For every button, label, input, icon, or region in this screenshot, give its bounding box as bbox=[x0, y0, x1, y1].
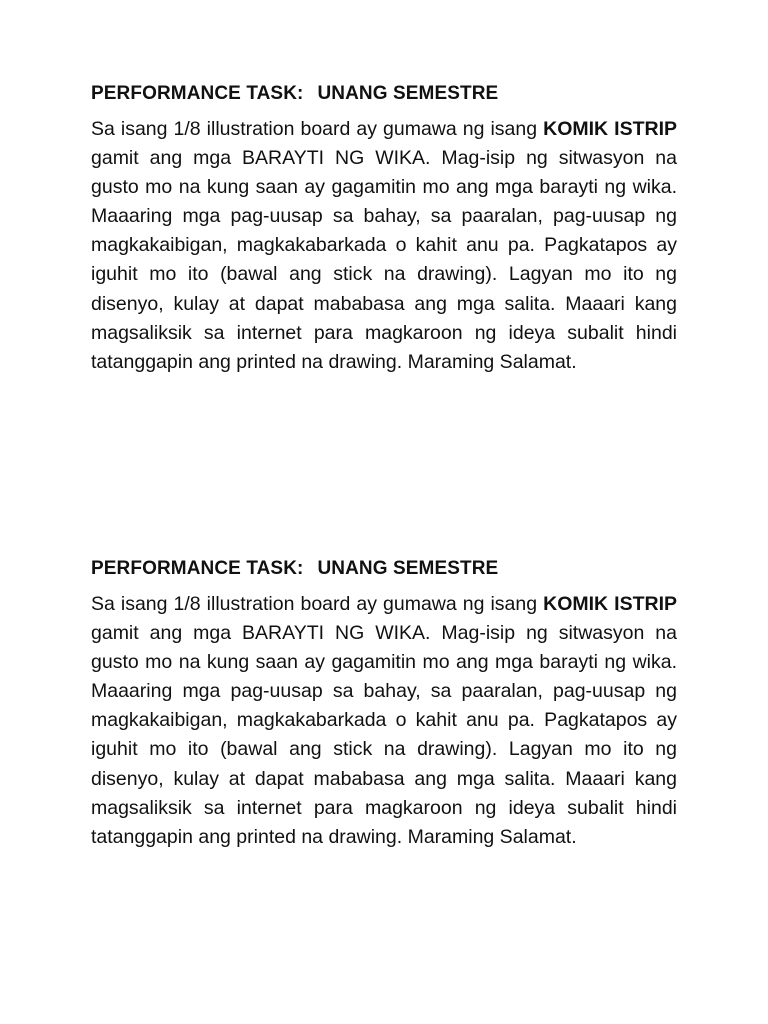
performance-task-block bbox=[91, 80, 677, 377]
performance-task-block bbox=[91, 555, 677, 852]
task-heading bbox=[91, 80, 677, 108]
instructions-details: gamit ang mga BARAYTI NG WIKA. Mag-isip ng sitwasyon na gusto mo na kung saan ay gagamitin mo ang mga barayti ng wika. Maaaring mga pag-uusap sa bahay, sa paaralan, pag-uusap ng magkakaibigan, magkakabarkada o kahit anu pa. Pagkatapos ay iguhit mo ito (bawal ang stick na drawing). Lagyan mo ito ng disenyo, kulay at dapat mababasa ang mga salita. Maaari kang magsaliksik sa internet para magkaroon ng ideya subalit hindi tatanggapin ang printed na drawing. Maraming Salamat. bbox=[91, 147, 677, 373]
instructions-intro: Sa isang 1/8 illustration board ay gumawa ng isang bbox=[91, 118, 538, 140]
task-instructions bbox=[91, 115, 677, 377]
task-heading-semester: UNANG SEMESTRE bbox=[317, 558, 499, 579]
task-heading-semester: UNANG SEMESTRE bbox=[317, 83, 499, 104]
instructions-intro: Sa isang 1/8 illustration board ay gumawa ng isang bbox=[91, 593, 538, 615]
task-heading-label: PERFORMANCE TASK: bbox=[91, 83, 304, 104]
instructions-bold-term: KOMIK ISTRIP bbox=[543, 593, 677, 615]
instructions-details: gamit ang mga BARAYTI NG WIKA. Mag-isip ng sitwasyon na gusto mo na kung saan ay gagamitin mo ang mga barayti ng wika. Maaaring mga pag-uusap sa bahay, sa paaralan, pag-uusap ng magkakaibigan, magkakabarkada o kahit anu pa. Pagkatapos ay iguhit mo ito (bawal ang stick na drawing). Lagyan mo ito ng disenyo, kulay at dapat mababasa ang mga salita. Maaari kang magsaliksik sa internet para magkaroon ng ideya subalit hindi tatanggapin ang printed na drawing. Maraming Salamat. bbox=[91, 622, 677, 848]
task-heading bbox=[91, 555, 677, 583]
task-instructions bbox=[91, 590, 677, 852]
task-heading-label: PERFORMANCE TASK: bbox=[91, 558, 304, 579]
instructions-bold-term: KOMIK ISTRIP bbox=[543, 118, 677, 140]
